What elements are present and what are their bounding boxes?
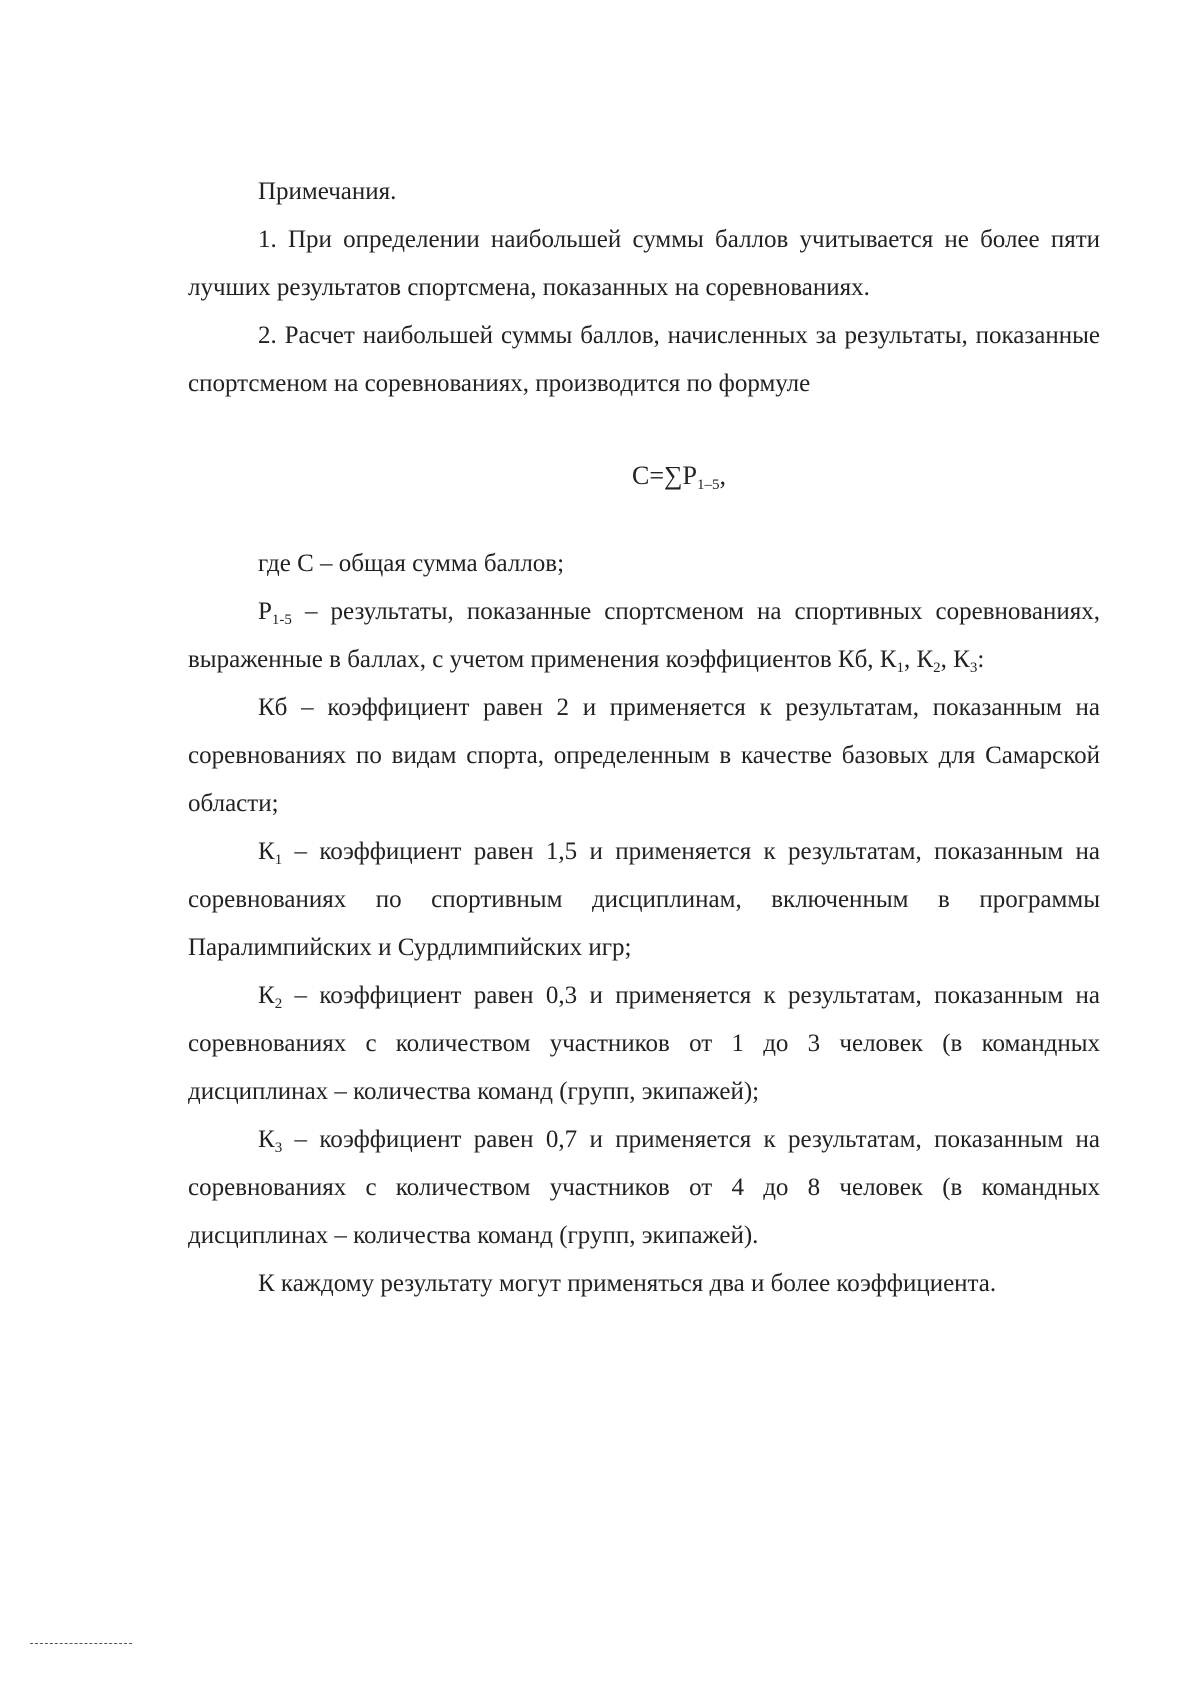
p15-symbol: Р [258, 598, 272, 625]
p15-k3-sub: 3 [969, 660, 978, 676]
definition-p15 [188, 588, 1100, 684]
k3-subscript: 3 [274, 1140, 283, 1156]
p15-sep2: , К [940, 646, 970, 673]
formula-sigma: ∑ [664, 461, 683, 490]
k2-symbol: К [258, 982, 275, 1009]
k2-text: – коэффициент равен 0,3 и применяется к результатам, показанным на соревнованиях с количеством участников от 1 до 3 человек (в командных дисциплинах – количества команд (групп, экипажей); [188, 982, 1100, 1105]
note-1: 1. При определении наибольшей суммы баллов учитывается не более пяти лучших результатов спортсмена, показанных на соревнованиях. [188, 226, 1100, 301]
p15-subscript: 1-5 [271, 612, 292, 628]
definition-k2 [188, 972, 1100, 1116]
note-2: 2. Расчет наибольшей суммы баллов, начисленных за результаты, показанные спортсменом на соревнованиях, производится по формуле [188, 322, 1100, 397]
definition-k1 [188, 828, 1100, 972]
k1-symbol: К [258, 838, 275, 865]
k1-subscript: 1 [274, 852, 283, 868]
formula-var: Р [682, 461, 698, 490]
p15-k2-sub: 2 [933, 660, 941, 676]
k3-symbol: К [258, 1126, 275, 1153]
formula [188, 452, 1100, 500]
definition-c: где С – общая сумма баллов; [258, 550, 565, 577]
formula-tail: , [719, 461, 727, 490]
formula-lhs: С [631, 461, 650, 490]
notes-title: Примечания. [258, 178, 397, 205]
footer-dashed-mark [30, 1643, 132, 1645]
document-body [188, 168, 1100, 1308]
p15-end: : [977, 646, 985, 673]
final-note: К каждому результату могут применяться два и более коэффициента. [258, 1270, 997, 1297]
p15-text: – результаты, показанные спортсменом на спортивных соревнованиях, выраженные в баллах, с учетом применения коэффициентов Кб, К [188, 598, 1100, 673]
k3-text: – коэффициент равен 0,7 и применяется к результатам, показанным на соревнованиях с количеством участников от 4 до 8 человек (в командных дисциплинах – количества команд (групп, экипажей). [188, 1126, 1100, 1249]
p15-sep1: , К [903, 646, 934, 673]
k2-subscript: 2 [274, 996, 283, 1012]
formula-subscript: 1–5 [697, 477, 720, 493]
formula-equals: = [649, 461, 664, 490]
k1-text: – коэффициент равен 1,5 и применяется к результатам, показанным на соревнованиях по спортивным дисциплинам, включенным в программы Паралимпийских и Сурдлимпийских игр; [188, 838, 1100, 961]
p15-k1-sub: 1 [896, 660, 904, 676]
definition-k3 [188, 1116, 1100, 1260]
definition-kb: Кб – коэффициент равен 2 и применяется к результатам, показанным на соревнованиях по видам спорта, определенным в качестве базовых для Самарской области; [188, 694, 1100, 817]
